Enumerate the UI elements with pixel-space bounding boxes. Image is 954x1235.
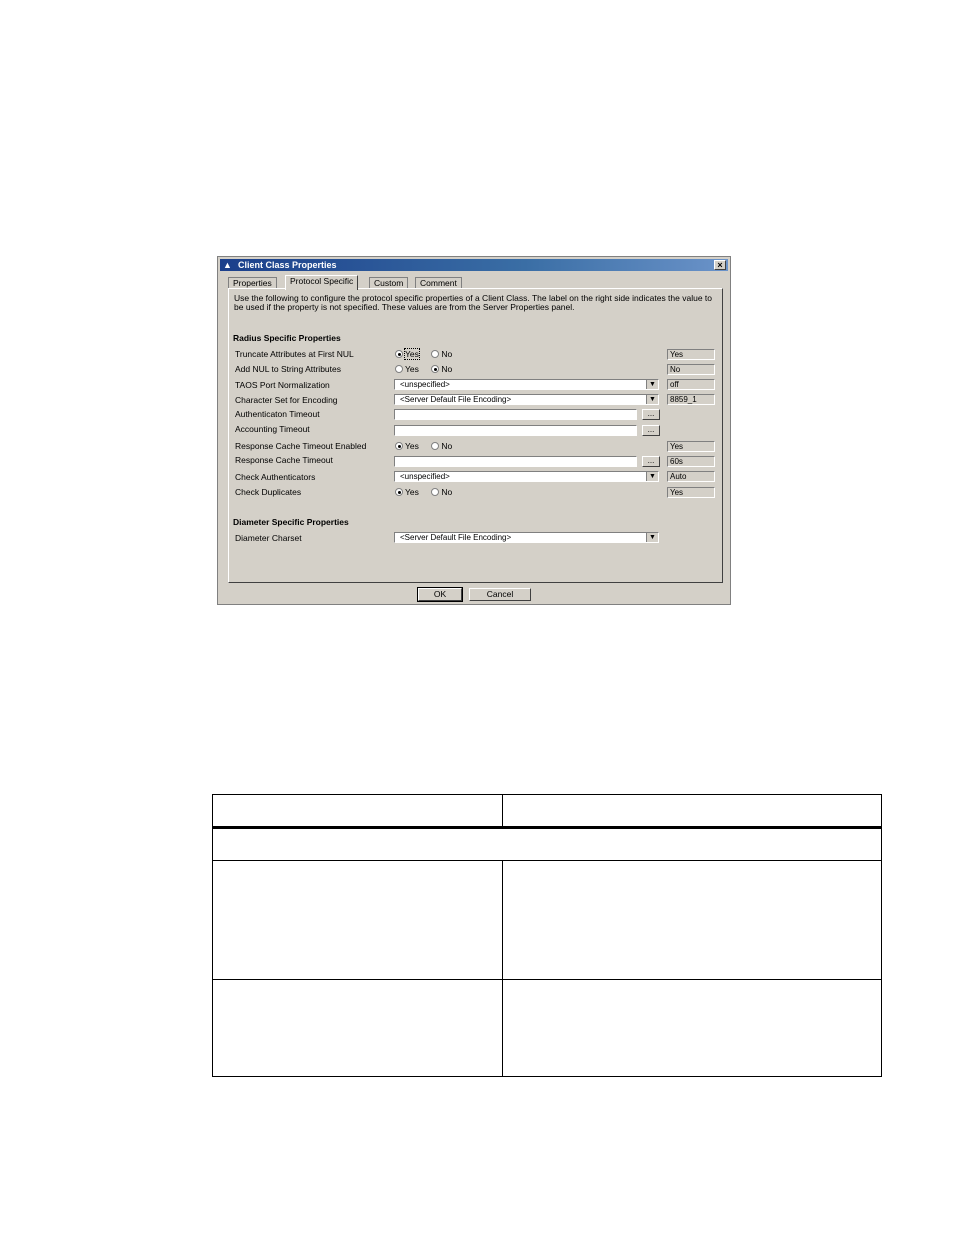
table-row bbox=[213, 980, 882, 1077]
radius-heading: Radius Specific Properties bbox=[233, 333, 341, 343]
chevron-down-icon[interactable]: ▼ bbox=[646, 533, 658, 542]
truncate-yes-label[interactable]: Yes bbox=[405, 348, 419, 359]
cache-enabled-yes-label[interactable]: Yes bbox=[405, 440, 419, 451]
client-class-properties-dialog bbox=[217, 256, 731, 605]
truncate-no-label[interactable]: No bbox=[441, 348, 453, 359]
chevron-down-icon[interactable]: ▼ bbox=[646, 395, 658, 404]
check-dup-yes-radio[interactable] bbox=[395, 488, 403, 496]
diameter-charset-select[interactable] bbox=[394, 532, 659, 543]
acct-timeout-label: Accounting Timeout bbox=[235, 424, 310, 434]
table-cell bbox=[213, 828, 882, 861]
cache-timeout-label: Response Cache Timeout bbox=[235, 455, 333, 465]
cache-enabled-default: Yes bbox=[667, 441, 715, 452]
add-nul-no-label[interactable]: No bbox=[441, 363, 453, 374]
charset-select[interactable] bbox=[394, 394, 659, 405]
taos-default: off bbox=[667, 379, 715, 390]
check-auth-label: Check Authenticators bbox=[235, 472, 316, 482]
table-cell bbox=[503, 795, 882, 828]
dialog-title: Client Class Properties bbox=[238, 260, 337, 270]
truncate-default: Yes bbox=[667, 349, 715, 360]
document-table bbox=[212, 794, 882, 1077]
diameter-heading: Diameter Specific Properties bbox=[233, 517, 349, 527]
chevron-down-icon[interactable]: ▼ bbox=[646, 380, 658, 389]
check-dup-no-radio[interactable] bbox=[431, 488, 439, 496]
check-dup-label: Check Duplicates bbox=[235, 487, 302, 497]
cache-timeout-default: 60s bbox=[667, 456, 715, 467]
intro-text: Use the following to configure the protocol specific properties of a Client Class. The label on the right side indicates the value to be used if the property is not specified. These values are from the Server Properties panel. bbox=[234, 293, 713, 313]
taos-select-value: <unspecified> bbox=[400, 380, 450, 389]
add-nul-default: No bbox=[667, 364, 715, 375]
charset-default: 8859_1 bbox=[667, 394, 715, 405]
cache-timeout-browse-button[interactable]: ... bbox=[642, 456, 660, 467]
cache-enabled-no-radio[interactable] bbox=[431, 442, 439, 450]
truncate-radio-group bbox=[395, 348, 462, 359]
auth-timeout-input[interactable] bbox=[394, 409, 637, 420]
table-row bbox=[213, 828, 882, 861]
table-cell bbox=[503, 861, 882, 980]
truncate-yes-radio[interactable] bbox=[395, 350, 403, 358]
table-cell bbox=[213, 861, 503, 980]
check-dup-yes-label[interactable]: Yes bbox=[405, 486, 419, 497]
app-icon: ▲ bbox=[223, 260, 232, 270]
diameter-charset-select-value: <Server Default File Encoding> bbox=[400, 533, 512, 542]
diameter-charset-label: Diameter Charset bbox=[235, 533, 302, 543]
tab-custom[interactable]: Custom bbox=[369, 277, 408, 289]
truncate-no-radio[interactable] bbox=[431, 350, 439, 358]
charset-select-value: <Server Default File Encoding> bbox=[400, 395, 512, 404]
add-nul-yes-label[interactable]: Yes bbox=[405, 363, 419, 374]
cache-enabled-no-label[interactable]: No bbox=[441, 440, 453, 451]
close-button[interactable]: × bbox=[714, 260, 726, 270]
protocol-specific-panel bbox=[228, 288, 723, 583]
cache-enabled-radio-group bbox=[395, 440, 462, 451]
check-dup-default: Yes bbox=[667, 487, 715, 498]
cache-enabled-yes-radio[interactable] bbox=[395, 442, 403, 450]
title-bar bbox=[220, 259, 728, 271]
chevron-down-icon[interactable]: ▼ bbox=[646, 472, 658, 481]
tab-protocol-specific[interactable]: Protocol Specific bbox=[285, 275, 358, 290]
add-nul-radio-group bbox=[395, 363, 462, 374]
cancel-button[interactable]: Cancel bbox=[469, 588, 531, 601]
cache-enabled-label: Response Cache Timeout Enabled bbox=[235, 441, 367, 451]
add-nul-yes-radio[interactable] bbox=[395, 365, 403, 373]
table-cell bbox=[503, 980, 882, 1077]
cache-timeout-input[interactable] bbox=[394, 456, 637, 467]
ok-button[interactable]: OK bbox=[418, 588, 462, 601]
table-cell bbox=[213, 795, 503, 828]
table-row bbox=[213, 861, 882, 980]
auth-timeout-browse-button[interactable]: ... bbox=[642, 409, 660, 420]
acct-timeout-browse-button[interactable]: ... bbox=[642, 425, 660, 436]
auth-timeout-label: Authenticaton Timeout bbox=[235, 409, 320, 419]
truncate-label: Truncate Attributes at First NUL bbox=[235, 349, 354, 359]
table-header-row bbox=[213, 795, 882, 828]
tab-properties[interactable]: Properties bbox=[228, 277, 277, 289]
charset-label: Character Set for Encoding bbox=[235, 395, 338, 405]
taos-select[interactable] bbox=[394, 379, 659, 390]
tab-comment[interactable]: Comment bbox=[415, 277, 462, 289]
add-nul-no-radio[interactable] bbox=[431, 365, 439, 373]
taos-label: TAOS Port Normalization bbox=[235, 380, 330, 390]
check-auth-default: Auto bbox=[667, 471, 715, 482]
table-cell bbox=[213, 980, 503, 1077]
check-dup-radio-group bbox=[395, 486, 462, 497]
check-auth-select-value: <unspecified> bbox=[400, 472, 450, 481]
check-auth-select[interactable] bbox=[394, 471, 659, 482]
check-dup-no-label[interactable]: No bbox=[441, 486, 453, 497]
add-nul-label: Add NUL to String Attributes bbox=[235, 364, 341, 374]
acct-timeout-input[interactable] bbox=[394, 425, 637, 436]
